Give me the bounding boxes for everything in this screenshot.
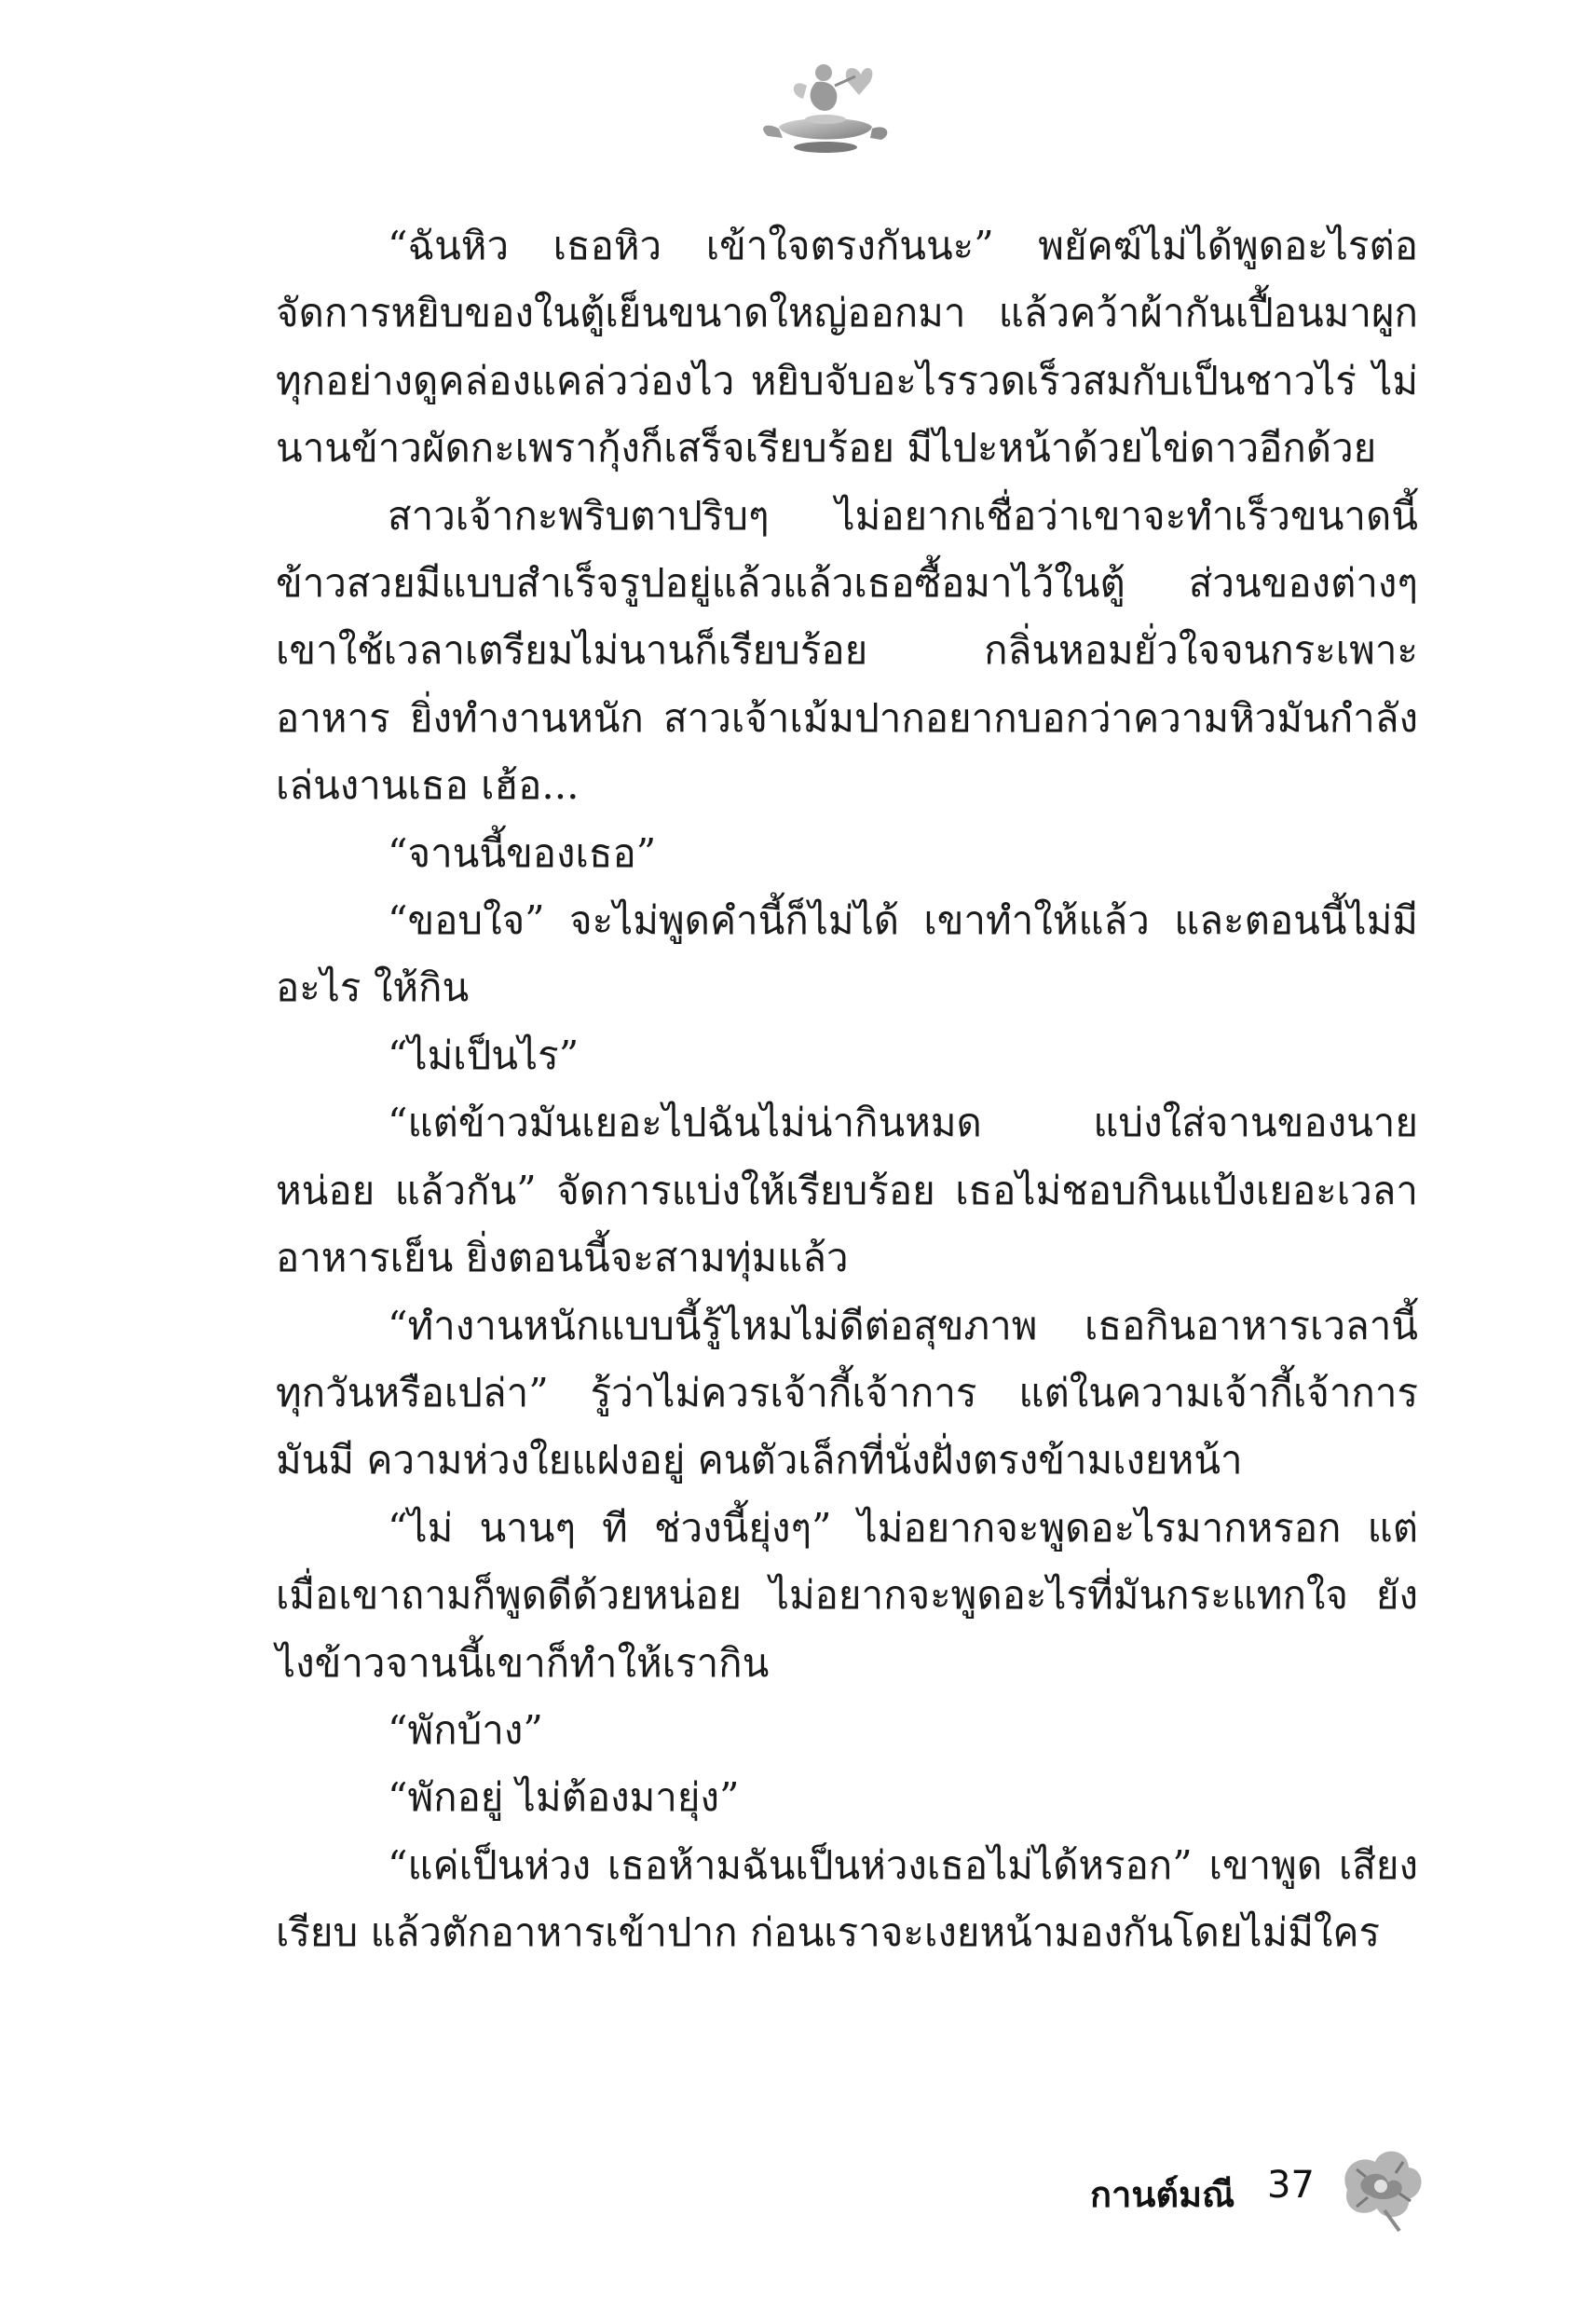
paragraph: สาวเจ้ากะพริบตาปริบๆ ไม่อยากเชื่อว่าเขาจะทำเร็วขนาดนี้ ข้าวสวยมีแบบสำเร็จรูปอยู่แล้วแล้วเธอซื้อมาไว้ในตู้ ส่วนของต่างๆ เขาใช้เวลาเตรียมไม่นานก็เรียบร้อย กลิ่นหอมยั่วใจจนกระเพาะอาหาร ยิ่งทำงานหนัก สาวเจ้าเม้มปากอยากบอกว่าความหิวมันกำลังเล่นงานเธอ เฮ้อ... [276, 492, 1418, 809]
paragraph: “แต่ข้าวมันเยอะไปฉันไม่น่ากินหมด แบ่งใส่จานของนายหน่อย แล้วกัน” จัดการแบ่งให้เรียบร้อย เธอไม่ชอบกินแป้งเยอะเวลาอาหารเย็น ยิ่งตอนนี้จะสามทุ่มแล้ว [276, 1100, 1418, 1281]
paragraph: “ไม่ นานๆ ที ช่วงนี้ยุ่งๆ” ไม่อยากจะพูดอะไรมากหรอก แต่ เมื่อเขาถามก็พูดดีด้วยหน่อย ไม่อยากจะพูดอะไรที่มันกระแทกใจ ยังไงข้าวจานนี้เขาก็ทำให้เรากิน [276, 1504, 1418, 1686]
paragraph: “ไม่เป็นไร” [388, 1032, 580, 1078]
paragraph: “จานนี้ของเธอ” [388, 829, 657, 876]
paragraph: “ฉันหิว เธอหิว เข้าใจตรงกันนะ” พยัคฆ์ไม่ได้พูดอะไรต่อ จัดการหยิบของในตู้เย็นขนาดใหญ่ออกมา แล้วคว้าผ้ากันเปื้อนมาผูก ทุกอย่างดูคล่องแคล่วว่องไว หยิบจับอะไรรวดเร็วสมกับเป็นชาวไร่ ไม่นานข้าวผัดกะเพรากุ้งก็เสร็จเรียบร้อย มีไปะหน้าด้วยไข่ดาวอีกด้วย [276, 223, 1418, 472]
page-number: 37 [1267, 2164, 1315, 2207]
paragraph: “ขอบใจ” จะไม่พูดคำนี้ก็ไม่ได้ เขาทำให้แล้ว และตอนนี้ไม่มีอะไร ให้กิน [276, 897, 1418, 1011]
paragraph: “พักอยู่ ไม่ต้องมายุ่ง” [388, 1774, 740, 1821]
page-footer [1090, 2134, 1519, 2236]
paragraph: “ทำงานหนักแบบนี้รู้ไหมไม่ดีต่อสุขภาพ เธอกินอาหารเวลานี้ ทุกวันหรือเปล่า” รู้ว่าไม่ควรเจ้ากี้เจ้าการ แต่ในความเจ้ากี้เจ้าการ มันมี ความห่วงใยแฝงอยู่ คนตัวเล็กที่นั่งฝั่งตรงข้ามเงยหน้า [276, 1302, 1418, 1484]
book-title: กานต์มณี [1090, 2174, 1235, 2215]
flower-bouquet-icon [1329, 2134, 1431, 2236]
body-text [276, 212, 1418, 1967]
paragraph: “แค่เป็นห่วง เธอห้ามฉันเป็นห่วงเธอไม่ได้หรอก” เขาพูด เสียงเรียบ แล้วตักอาหารเข้าปาก ก่อนเราจะเงยหน้ามองกันโดยไม่มีใคร [276, 1841, 1418, 1956]
cupid-teapot-icon [751, 54, 900, 166]
paragraph: “พักบ้าง” [388, 1706, 543, 1753]
